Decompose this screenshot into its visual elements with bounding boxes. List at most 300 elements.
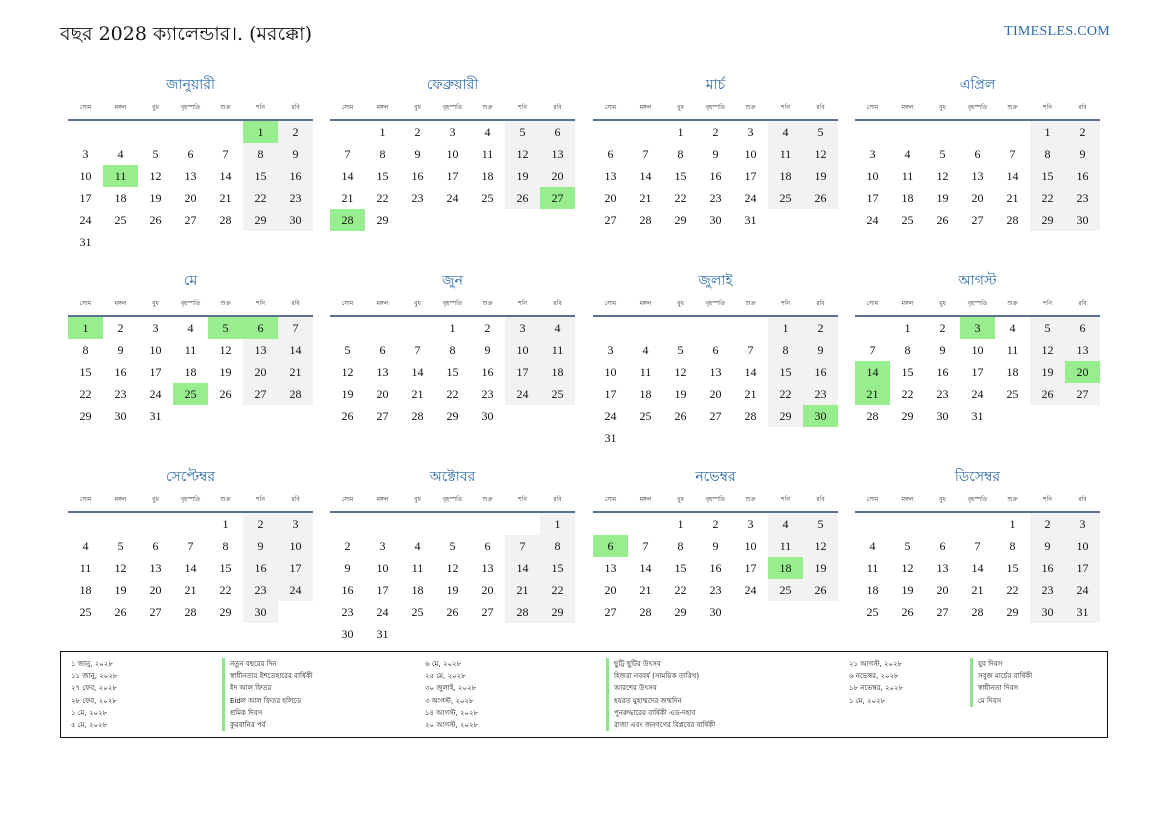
day-cell[interactable]: 25: [768, 579, 803, 601]
day-cell[interactable]: 10: [505, 339, 540, 361]
day-cell[interactable]: 20: [604, 191, 617, 205]
day-cell[interactable]: 29: [219, 605, 232, 619]
day-cell[interactable]: 30: [278, 209, 313, 231]
day-cell[interactable]: 20: [540, 165, 575, 187]
holiday-day-cell[interactable]: 11: [103, 165, 138, 187]
day-cell[interactable]: 16: [936, 365, 949, 379]
day-cell[interactable]: 30: [709, 213, 722, 227]
day-cell[interactable]: 17: [1065, 557, 1100, 579]
day-cell[interactable]: 17: [149, 365, 162, 379]
day-cell[interactable]: 5: [803, 121, 838, 143]
day-cell[interactable]: 5: [344, 343, 351, 357]
day-cell[interactable]: 20: [376, 387, 389, 401]
day-cell[interactable]: 7: [974, 539, 981, 553]
day-cell[interactable]: 12: [936, 169, 949, 183]
day-cell[interactable]: 4: [484, 125, 491, 139]
day-cell[interactable]: 4: [540, 317, 575, 339]
day-cell[interactable]: 24: [971, 387, 984, 401]
day-cell[interactable]: 23: [709, 191, 722, 205]
day-cell[interactable]: 14: [219, 169, 232, 183]
day-cell[interactable]: 13: [376, 365, 389, 379]
day-cell[interactable]: 29: [1030, 209, 1065, 231]
day-cell[interactable]: 8: [768, 339, 803, 361]
day-cell[interactable]: 2: [1030, 513, 1065, 535]
day-cell[interactable]: 9: [484, 343, 491, 357]
day-cell[interactable]: 26: [446, 605, 459, 619]
day-cell[interactable]: 19: [803, 165, 838, 187]
day-cell[interactable]: 22: [446, 387, 459, 401]
holiday-day-cell[interactable]: 6: [243, 317, 278, 339]
day-cell[interactable]: 13: [184, 169, 197, 183]
day-cell[interactable]: 10: [866, 169, 879, 183]
day-cell[interactable]: 28: [1006, 213, 1019, 227]
day-cell[interactable]: 15: [1030, 165, 1065, 187]
day-cell[interactable]: 3: [747, 517, 754, 531]
day-cell[interactable]: 26: [674, 409, 687, 423]
day-cell[interactable]: 19: [901, 583, 914, 597]
day-cell[interactable]: 27: [376, 409, 389, 423]
day-cell[interactable]: 9: [939, 343, 946, 357]
day-cell[interactable]: 6: [939, 539, 946, 553]
day-cell[interactable]: 26: [803, 579, 838, 601]
day-cell[interactable]: 21: [219, 191, 232, 205]
day-cell[interactable]: 25: [79, 605, 92, 619]
day-cell[interactable]: 25: [901, 213, 914, 227]
day-cell[interactable]: 14: [639, 561, 652, 575]
day-cell[interactable]: 25: [866, 605, 879, 619]
day-cell[interactable]: 17: [604, 387, 617, 401]
day-cell[interactable]: 20: [709, 387, 722, 401]
day-cell[interactable]: 12: [1030, 339, 1065, 361]
day-cell[interactable]: 18: [768, 165, 803, 187]
day-cell[interactable]: 11: [481, 147, 494, 161]
day-cell[interactable]: 22: [79, 387, 92, 401]
day-cell[interactable]: 19: [341, 387, 354, 401]
day-cell[interactable]: 30: [114, 409, 127, 423]
day-cell[interactable]: 6: [540, 121, 575, 143]
day-cell[interactable]: 19: [674, 387, 687, 401]
day-cell[interactable]: 18: [114, 191, 127, 205]
day-cell[interactable]: 19: [446, 583, 459, 597]
day-cell[interactable]: 25: [411, 605, 424, 619]
day-cell[interactable]: 15: [768, 361, 803, 383]
holiday-day-cell[interactable]: 30: [803, 405, 838, 427]
day-cell[interactable]: 19: [149, 191, 162, 205]
day-cell[interactable]: 15: [79, 365, 92, 379]
day-cell[interactable]: 1: [449, 321, 456, 335]
day-cell[interactable]: 14: [278, 339, 313, 361]
day-cell[interactable]: 27: [243, 383, 278, 405]
day-cell[interactable]: 18: [481, 169, 494, 183]
day-cell[interactable]: 9: [803, 339, 838, 361]
day-cell[interactable]: 1: [222, 517, 229, 531]
day-cell[interactable]: 7: [747, 343, 754, 357]
day-cell[interactable]: 16: [243, 557, 278, 579]
day-cell[interactable]: 27: [709, 409, 722, 423]
day-cell[interactable]: 12: [505, 143, 540, 165]
day-cell[interactable]: 11: [1006, 343, 1019, 357]
day-cell[interactable]: 24: [604, 409, 617, 423]
day-cell[interactable]: 13: [243, 339, 278, 361]
day-cell[interactable]: 15: [446, 365, 459, 379]
day-cell[interactable]: 11: [79, 561, 92, 575]
day-cell[interactable]: 5: [449, 539, 456, 553]
day-cell[interactable]: 19: [505, 165, 540, 187]
day-cell[interactable]: 13: [971, 169, 984, 183]
day-cell[interactable]: 12: [114, 561, 127, 575]
day-cell[interactable]: 13: [149, 561, 162, 575]
day-cell[interactable]: 19: [936, 191, 949, 205]
day-cell[interactable]: 11: [768, 143, 803, 165]
day-cell[interactable]: 1: [677, 125, 684, 139]
day-cell[interactable]: 21: [744, 387, 757, 401]
day-cell[interactable]: 15: [674, 169, 687, 183]
day-cell[interactable]: 27: [604, 605, 617, 619]
day-cell[interactable]: 29: [243, 209, 278, 231]
day-cell[interactable]: 14: [744, 365, 757, 379]
day-cell[interactable]: 7: [414, 343, 421, 357]
day-cell[interactable]: 29: [674, 213, 687, 227]
day-cell[interactable]: 8: [677, 539, 684, 553]
day-cell[interactable]: 16: [341, 583, 354, 597]
day-cell[interactable]: 9: [712, 147, 719, 161]
day-cell[interactable]: 5: [1030, 317, 1065, 339]
day-cell[interactable]: 8: [82, 343, 89, 357]
day-cell[interactable]: 13: [709, 365, 722, 379]
day-cell[interactable]: 17: [971, 365, 984, 379]
day-cell[interactable]: 31: [376, 627, 389, 641]
day-cell[interactable]: 22: [674, 583, 687, 597]
day-cell[interactable]: 15: [901, 365, 914, 379]
day-cell[interactable]: 20: [149, 583, 162, 597]
day-cell[interactable]: 9: [712, 539, 719, 553]
day-cell[interactable]: 16: [1065, 165, 1100, 187]
day-cell[interactable]: 8: [379, 147, 386, 161]
day-cell[interactable]: 17: [79, 191, 92, 205]
holiday-day-cell[interactable]: 27: [540, 187, 575, 209]
day-cell[interactable]: 7: [187, 539, 194, 553]
day-cell[interactable]: 11: [540, 339, 575, 361]
day-cell[interactable]: 7: [869, 343, 876, 357]
day-cell[interactable]: 28: [411, 409, 424, 423]
day-cell[interactable]: 14: [639, 169, 652, 183]
day-cell[interactable]: 4: [869, 539, 876, 553]
day-cell[interactable]: 25: [639, 409, 652, 423]
day-cell[interactable]: 13: [936, 561, 949, 575]
day-cell[interactable]: 12: [674, 365, 687, 379]
day-cell[interactable]: 17: [505, 361, 540, 383]
day-cell[interactable]: 6: [379, 343, 386, 357]
day-cell[interactable]: 23: [936, 387, 949, 401]
holiday-day-cell[interactable]: 28: [330, 209, 365, 231]
day-cell[interactable]: 20: [184, 191, 197, 205]
day-cell[interactable]: 24: [1065, 579, 1100, 601]
day-cell[interactable]: 28: [866, 409, 879, 423]
day-cell[interactable]: 18: [901, 191, 914, 205]
day-cell[interactable]: 3: [152, 321, 159, 335]
day-cell[interactable]: 3: [1065, 513, 1100, 535]
day-cell[interactable]: 3: [82, 147, 89, 161]
day-cell[interactable]: 16: [803, 361, 838, 383]
holiday-day-cell[interactable]: 18: [768, 557, 803, 579]
day-cell[interactable]: 29: [540, 601, 575, 623]
day-cell[interactable]: 7: [642, 539, 649, 553]
day-cell[interactable]: 8: [540, 535, 575, 557]
day-cell[interactable]: 16: [1030, 557, 1065, 579]
day-cell[interactable]: 19: [1030, 361, 1065, 383]
day-cell[interactable]: 4: [1009, 321, 1016, 335]
day-cell[interactable]: 2: [484, 321, 491, 335]
day-cell[interactable]: 15: [674, 561, 687, 575]
day-cell[interactable]: 9: [414, 147, 421, 161]
day-cell[interactable]: 4: [768, 513, 803, 535]
day-cell[interactable]: 30: [936, 409, 949, 423]
day-cell[interactable]: 18: [79, 583, 92, 597]
day-cell[interactable]: 22: [219, 583, 232, 597]
day-cell[interactable]: 12: [901, 561, 914, 575]
day-cell[interactable]: 10: [79, 169, 92, 183]
day-cell[interactable]: 26: [1030, 383, 1065, 405]
day-cell[interactable]: 8: [449, 343, 456, 357]
day-cell[interactable]: 2: [712, 125, 719, 139]
day-cell[interactable]: 9: [344, 561, 351, 575]
day-cell[interactable]: 13: [540, 143, 575, 165]
day-cell[interactable]: 12: [446, 561, 459, 575]
holiday-day-cell[interactable]: 6: [593, 535, 628, 557]
day-cell[interactable]: 11: [901, 169, 914, 183]
day-cell[interactable]: 30: [243, 601, 278, 623]
day-cell[interactable]: 3: [747, 125, 754, 139]
day-cell[interactable]: 23: [341, 605, 354, 619]
day-cell[interactable]: 23: [709, 583, 722, 597]
day-cell[interactable]: 2: [712, 517, 719, 531]
day-cell[interactable]: 2: [1065, 121, 1100, 143]
day-cell[interactable]: 1: [677, 517, 684, 531]
day-cell[interactable]: 15: [1006, 561, 1019, 575]
day-cell[interactable]: 24: [376, 605, 389, 619]
day-cell[interactable]: 13: [481, 561, 494, 575]
day-cell[interactable]: 11: [866, 561, 879, 575]
holiday-day-cell[interactable]: 5: [208, 317, 243, 339]
day-cell[interactable]: 18: [184, 365, 197, 379]
day-cell[interactable]: 27: [149, 605, 162, 619]
day-cell[interactable]: 11: [639, 365, 652, 379]
day-cell[interactable]: 4: [187, 321, 194, 335]
day-cell[interactable]: 12: [149, 169, 162, 183]
day-cell[interactable]: 19: [803, 557, 838, 579]
day-cell[interactable]: 23: [411, 191, 424, 205]
day-cell[interactable]: 17: [744, 561, 757, 575]
day-cell[interactable]: 2: [939, 321, 946, 335]
day-cell[interactable]: 1: [768, 317, 803, 339]
day-cell[interactable]: 29: [901, 409, 914, 423]
day-cell[interactable]: 14: [411, 365, 424, 379]
day-cell[interactable]: 31: [971, 409, 984, 423]
day-cell[interactable]: 26: [341, 409, 354, 423]
day-cell[interactable]: 24: [79, 213, 92, 227]
day-cell[interactable]: 20: [604, 583, 617, 597]
day-cell[interactable]: 23: [481, 387, 494, 401]
day-cell[interactable]: 21: [971, 583, 984, 597]
day-cell[interactable]: 29: [1006, 605, 1019, 619]
day-cell[interactable]: 29: [768, 405, 803, 427]
day-cell[interactable]: 21: [505, 579, 540, 601]
day-cell[interactable]: 3: [869, 147, 876, 161]
day-cell[interactable]: 9: [243, 535, 278, 557]
day-cell[interactable]: 22: [1030, 187, 1065, 209]
holiday-day-cell[interactable]: 3: [960, 317, 995, 339]
day-cell[interactable]: 21: [341, 191, 354, 205]
day-cell[interactable]: 25: [481, 191, 494, 205]
day-cell[interactable]: 16: [278, 165, 313, 187]
day-cell[interactable]: 11: [184, 343, 197, 357]
day-cell[interactable]: 13: [1065, 339, 1100, 361]
day-cell[interactable]: 16: [411, 169, 424, 183]
day-cell[interactable]: 26: [149, 213, 162, 227]
day-cell[interactable]: 14: [971, 561, 984, 575]
day-cell[interactable]: 22: [674, 191, 687, 205]
day-cell[interactable]: 26: [901, 605, 914, 619]
day-cell[interactable]: 21: [278, 361, 313, 383]
day-cell[interactable]: 18: [540, 361, 575, 383]
site-logo[interactable]: TIMESLES.COM: [1004, 24, 1110, 39]
day-cell[interactable]: 5: [505, 121, 540, 143]
day-cell[interactable]: 12: [219, 343, 232, 357]
day-cell[interactable]: 23: [1030, 579, 1065, 601]
day-cell[interactable]: 3: [379, 539, 386, 553]
holiday-day-cell[interactable]: 14: [855, 361, 890, 383]
day-cell[interactable]: 24: [744, 583, 757, 597]
day-cell[interactable]: 21: [1006, 191, 1019, 205]
day-cell[interactable]: 22: [1006, 583, 1019, 597]
day-cell[interactable]: 6: [607, 147, 614, 161]
day-cell[interactable]: 28: [639, 213, 652, 227]
day-cell[interactable]: 23: [1065, 187, 1100, 209]
day-cell[interactable]: 20: [936, 583, 949, 597]
day-cell[interactable]: 12: [341, 365, 354, 379]
day-cell[interactable]: 28: [639, 605, 652, 619]
day-cell[interactable]: 18: [1006, 365, 1019, 379]
day-cell[interactable]: 21: [184, 583, 197, 597]
day-cell[interactable]: 11: [411, 561, 424, 575]
day-cell[interactable]: 7: [222, 147, 229, 161]
day-cell[interactable]: 10: [376, 561, 389, 575]
day-cell[interactable]: 28: [505, 601, 540, 623]
holiday-day-cell[interactable]: 21: [855, 383, 890, 405]
day-cell[interactable]: 8: [1009, 539, 1016, 553]
day-cell[interactable]: 17: [866, 191, 879, 205]
day-cell[interactable]: 6: [974, 147, 981, 161]
day-cell[interactable]: 23: [278, 187, 313, 209]
day-cell[interactable]: 10: [278, 535, 313, 557]
day-cell[interactable]: 1: [540, 513, 575, 535]
day-cell[interactable]: 6: [1065, 317, 1100, 339]
day-cell[interactable]: 2: [243, 513, 278, 535]
day-cell[interactable]: 2: [117, 321, 124, 335]
day-cell[interactable]: 26: [505, 187, 540, 209]
day-cell[interactable]: 2: [344, 539, 351, 553]
day-cell[interactable]: 30: [481, 409, 494, 423]
day-cell[interactable]: 23: [803, 383, 838, 405]
day-cell[interactable]: 6: [712, 343, 719, 357]
day-cell[interactable]: 1: [904, 321, 911, 335]
day-cell[interactable]: 9: [278, 143, 313, 165]
day-cell[interactable]: 15: [376, 169, 389, 183]
day-cell[interactable]: 17: [744, 169, 757, 183]
day-cell[interactable]: 26: [114, 605, 127, 619]
day-cell[interactable]: 16: [709, 169, 722, 183]
day-cell[interactable]: 14: [1006, 169, 1019, 183]
day-cell[interactable]: 27: [604, 213, 617, 227]
day-cell[interactable]: 5: [677, 343, 684, 357]
day-cell[interactable]: 31: [744, 213, 757, 227]
day-cell[interactable]: 3: [449, 125, 456, 139]
day-cell[interactable]: 8: [1030, 143, 1065, 165]
day-cell[interactable]: 4: [117, 147, 124, 161]
day-cell[interactable]: 8: [222, 539, 229, 553]
day-cell[interactable]: 2: [414, 125, 421, 139]
day-cell[interactable]: 12: [803, 143, 838, 165]
day-cell[interactable]: 13: [604, 561, 617, 575]
day-cell[interactable]: 24: [866, 213, 879, 227]
day-cell[interactable]: 27: [971, 213, 984, 227]
day-cell[interactable]: 9: [117, 343, 124, 357]
day-cell[interactable]: 15: [243, 165, 278, 187]
day-cell[interactable]: 14: [341, 169, 354, 183]
day-cell[interactable]: 14: [184, 561, 197, 575]
day-cell[interactable]: 3: [278, 513, 313, 535]
day-cell[interactable]: 24: [278, 579, 313, 601]
day-cell[interactable]: 24: [744, 191, 757, 205]
day-cell[interactable]: 27: [936, 605, 949, 619]
day-cell[interactable]: 19: [114, 583, 127, 597]
day-cell[interactable]: 31: [149, 409, 162, 423]
holiday-day-cell[interactable]: 1: [68, 317, 103, 339]
day-cell[interactable]: 5: [117, 539, 124, 553]
day-cell[interactable]: 21: [639, 583, 652, 597]
day-cell[interactable]: 8: [904, 343, 911, 357]
day-cell[interactable]: 18: [866, 583, 879, 597]
day-cell[interactable]: 6: [152, 539, 159, 553]
day-cell[interactable]: 16: [114, 365, 127, 379]
day-cell[interactable]: 8: [677, 147, 684, 161]
day-cell[interactable]: 17: [278, 557, 313, 579]
day-cell[interactable]: 15: [540, 557, 575, 579]
day-cell[interactable]: 16: [709, 561, 722, 575]
day-cell[interactable]: 10: [149, 343, 162, 357]
day-cell[interactable]: 7: [278, 317, 313, 339]
day-cell[interactable]: 7: [344, 147, 351, 161]
day-cell[interactable]: 4: [642, 343, 649, 357]
day-cell[interactable]: 22: [768, 383, 803, 405]
day-cell[interactable]: 22: [376, 191, 389, 205]
day-cell[interactable]: 4: [768, 121, 803, 143]
day-cell[interactable]: 14: [505, 557, 540, 579]
day-cell[interactable]: 10: [1065, 535, 1100, 557]
day-cell[interactable]: 6: [484, 539, 491, 553]
day-cell[interactable]: 31: [604, 431, 617, 445]
day-cell[interactable]: 22: [540, 579, 575, 601]
day-cell[interactable]: 30: [709, 605, 722, 619]
holiday-day-cell[interactable]: 20: [1065, 361, 1100, 383]
day-cell[interactable]: 4: [414, 539, 421, 553]
day-cell[interactable]: 22: [243, 187, 278, 209]
day-cell[interactable]: 4: [904, 147, 911, 161]
day-cell[interactable]: 30: [341, 627, 354, 641]
day-cell[interactable]: 1: [1030, 121, 1065, 143]
day-cell[interactable]: 6: [187, 147, 194, 161]
day-cell[interactable]: 24: [149, 387, 162, 401]
